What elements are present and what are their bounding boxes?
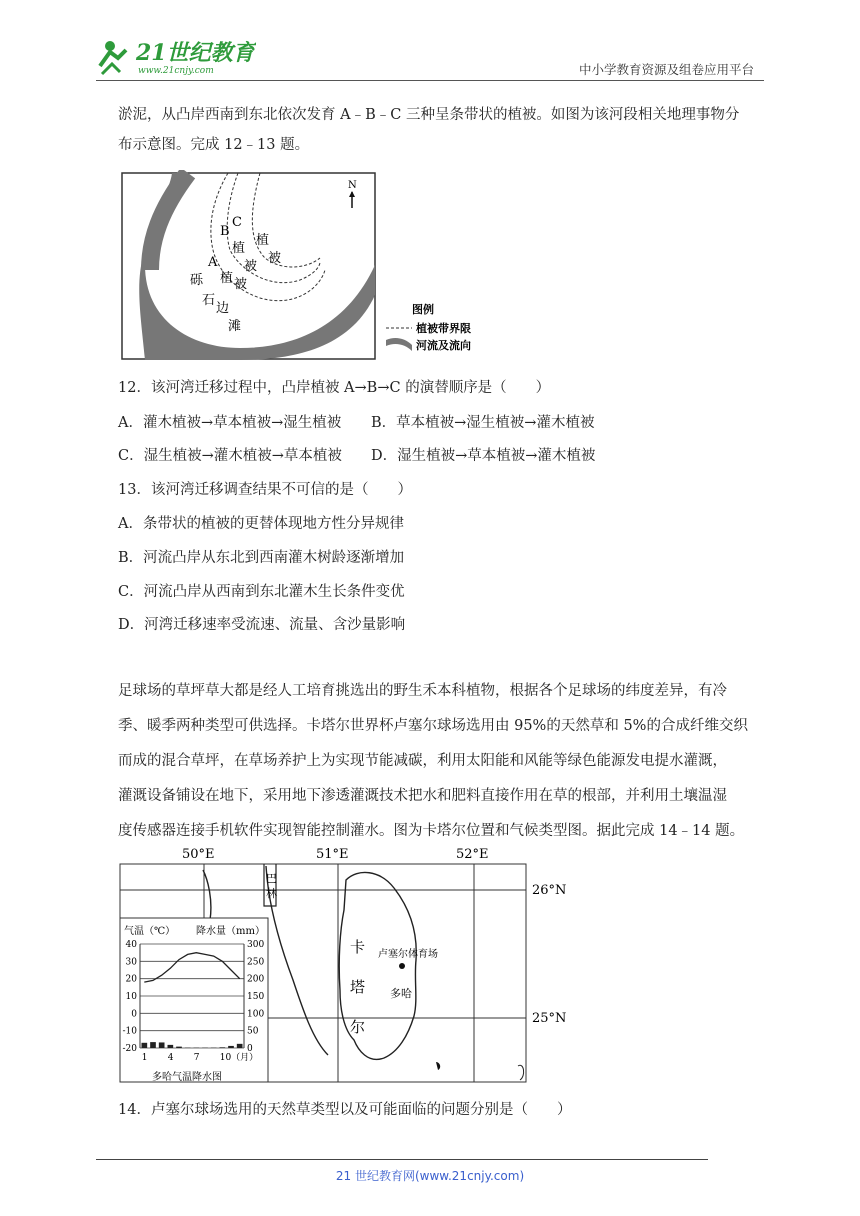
- intro-paragraph-1: 淤泥，从凸岸西南到东北依次发育 A﹣B﹣C 三种呈条带状的植被。如图为该河段相关地理事物分 布示意图。完成 12﹣13 题。: [118, 107, 740, 153]
- svg-text:B: B: [220, 224, 230, 239]
- temp-tick-label: 20: [125, 974, 137, 985]
- platform-label: 中小学教育资源及组卷应用平台: [578, 62, 754, 77]
- qatar-map-figure: [118, 840, 578, 1094]
- svg-text:多哈: 多哈: [390, 987, 412, 1000]
- meander-figure: [120, 170, 500, 366]
- precip-bar: [150, 1042, 156, 1048]
- legend-title: 图例: [412, 303, 434, 316]
- header-divider: [96, 80, 764, 81]
- footer-text: 21 世纪教育网(www.21cnjy.com): [335, 1169, 525, 1183]
- svg-text:25°N: 25°N: [532, 1011, 567, 1026]
- q12-option-a: A．灌木植被→草本植被→湿生植被: [118, 415, 342, 431]
- svg-text:26°N: 26°N: [532, 883, 567, 898]
- temp-tick-label: 0: [131, 1009, 137, 1020]
- svg-text:卢塞尔体育场: 卢塞尔体育场: [378, 949, 438, 960]
- svg-text:河流及流向: 河流及流向: [416, 339, 471, 352]
- month-tick-label: 10（月）: [219, 1053, 259, 1063]
- svg-text:51°E: 51°E: [316, 847, 349, 862]
- month-tick-label: 1: [141, 1053, 148, 1063]
- q13-option-d: D．河湾迁移速率受流速、流量、含沙量影响: [118, 617, 406, 633]
- question-14-stem: 14．卢塞尔球场选用的天然草类型以及可能面临的问题分别是（ ）: [118, 1102, 572, 1118]
- logo-url: www.21cnjy.com: [138, 66, 214, 76]
- svg-text:植: 植: [232, 241, 246, 256]
- site-logo: [96, 36, 256, 78]
- temp-tick-label: -10: [122, 1026, 137, 1037]
- month-tick-label: 7: [193, 1053, 200, 1063]
- svg-text:植: 植: [256, 233, 270, 248]
- svg-text:卡: 卡: [350, 938, 366, 956]
- svg-text:植: 植: [220, 271, 234, 286]
- precip-tick-label: 0: [247, 1044, 253, 1054]
- svg-text:降水量（mm）: 降水量（mm）: [196, 926, 265, 937]
- svg-text:被: 被: [268, 251, 282, 266]
- svg-text:52°E: 52°E: [456, 847, 489, 862]
- svg-text:石: 石: [202, 293, 216, 308]
- svg-text:被: 被: [244, 259, 258, 274]
- svg-text:边: 边: [216, 301, 230, 316]
- precip-bar: [228, 1046, 234, 1048]
- precip-bar: [176, 1047, 182, 1048]
- temp-tick-label: 30: [125, 957, 137, 968]
- north-label: N: [348, 180, 357, 191]
- q13-option-a: A．条带状的植被的更替体现地方性分异规律: [118, 516, 404, 532]
- question-12-stem: 12．该河湾迁移过程中，凸岸植被 A→B→C 的演替顺序是（ ）: [118, 380, 551, 396]
- precip-tick-label: 200: [247, 974, 265, 985]
- temp-tick-label: -20: [122, 1044, 137, 1054]
- precip-tick-label: 300: [247, 940, 265, 950]
- q13-option-b: B．河流凸岸从东北到西南灌木树龄逐渐增加: [118, 550, 405, 566]
- svg-text:砾: 砾: [190, 273, 204, 288]
- precip-tick-label: 150: [247, 992, 265, 1002]
- temp-tick-label: 10: [125, 992, 137, 1002]
- precip-tick-label: 50: [247, 1026, 259, 1037]
- q12-option-b: B．草本植被→湿生植被→灌木植被: [371, 415, 595, 431]
- svg-text:气温（℃）: 气温（℃）: [124, 926, 176, 937]
- svg-text:巴: 巴: [266, 872, 277, 885]
- svg-text:50°E: 50°E: [182, 847, 215, 862]
- svg-text:林: 林: [266, 887, 277, 900]
- intro-paragraph-2: 足球场的草坪草大都是经人工培育挑选出的野生禾本科植物，根据各个足球场的纬度差异，有冷 季、暖季两种类型可供选择。卡塔尔世界杯卢塞尔球场选用由 95%的天然草和 5%的合成纤维交织 而成的混合草坪，在草场养护上为实现节能减碳，利用太阳能和风能等绿色能源发电提水灌溉， 灌溉设备铺设在地下，采用地下渗透灌溉技术把水和肥料直接作用在草的根部，并利用土壤温湿 度传感器连接手机软件实现智能控制灌水。图为卡塔尔位置和气候类型图。据此完成 14﹣14 题。: [118, 683, 748, 839]
- precip-tick-label: 250: [247, 957, 265, 968]
- logo-text: 21世纪教育: [136, 40, 255, 66]
- month-tick-label: 4: [167, 1053, 174, 1063]
- temp-tick-label: 40: [125, 940, 137, 950]
- svg-text:C: C: [232, 215, 242, 230]
- q13-option-c: C．河流凸岸从西南到东北灌木生长条件变优: [118, 584, 405, 600]
- precip-bar: [237, 1044, 243, 1048]
- svg-text:尔: 尔: [350, 1018, 366, 1036]
- precip-bar: [168, 1045, 174, 1048]
- stadium-marker-icon: [399, 963, 405, 969]
- precip-bar: [142, 1043, 148, 1048]
- q12-option-c: C．湿生植被→灌木植被→草本植被: [118, 448, 342, 464]
- svg-text:植被带界限: 植被带界限: [416, 322, 471, 335]
- svg-text:A: A: [208, 255, 218, 270]
- footer-divider: [96, 1159, 708, 1160]
- svg-text:滩: 滩: [228, 319, 242, 334]
- q12-option-d: D．湿生植被→草本植被→灌木植被: [371, 448, 596, 464]
- precip-bar: [220, 1047, 226, 1048]
- precip-bar: [159, 1042, 165, 1048]
- precip-tick-label: 100: [247, 1009, 265, 1020]
- climate-chart-title: 多哈气温降水图: [152, 1072, 222, 1083]
- svg-text:被: 被: [234, 277, 248, 292]
- question-13-stem: 13．该河湾迁移调查结果不可信的是（ ）: [118, 482, 412, 498]
- svg-text:塔: 塔: [350, 978, 366, 996]
